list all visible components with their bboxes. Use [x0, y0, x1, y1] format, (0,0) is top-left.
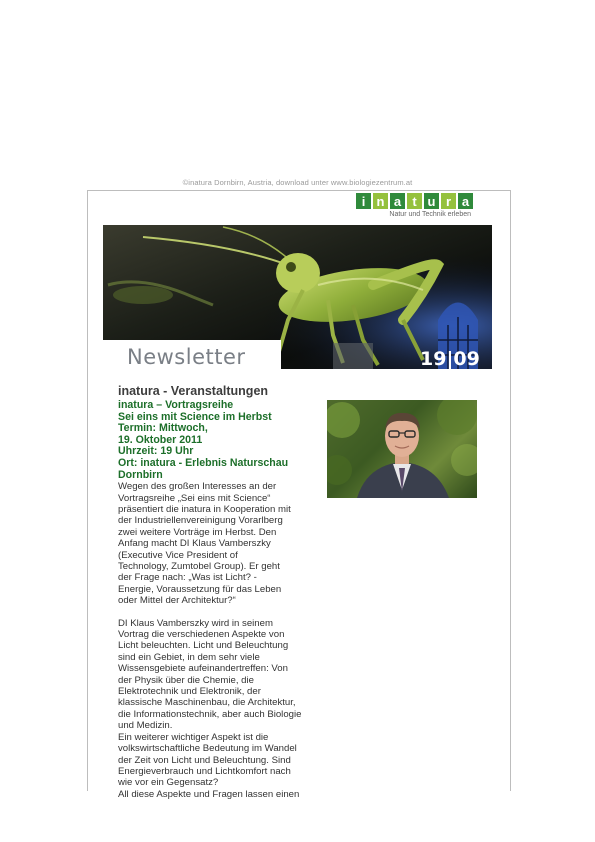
article-paragraph-2 [118, 618, 313, 801]
text-line: und Medizin. [118, 720, 173, 732]
event-details [118, 400, 313, 481]
speaker-portrait-photo [327, 400, 477, 498]
text-line: Vortragsreihe „Sei eins mit Science“ [118, 492, 271, 504]
text-line: Technology, Zumtobel Group). Er geht [118, 561, 280, 572]
portrait-illustration [327, 400, 477, 498]
event-location-city: Dornbirn [118, 468, 163, 481]
event-date-label: Termin: Mittwoch, [118, 422, 208, 435]
event-series: inatura – Vortragsreihe [118, 399, 234, 411]
text-line: sind ein Gebiet, in dem sehr viele [118, 651, 260, 663]
text-line: Vortrag die verschiedenen Aspekte von [118, 629, 285, 641]
event-title: Sei eins mit Science im Herbst [118, 410, 272, 423]
newsletter-title: Newsletter [127, 345, 246, 369]
logo-letter: r [441, 193, 456, 209]
event-time: Uhrzeit: 19 Uhr [118, 445, 194, 458]
logo-letter: n [373, 193, 388, 209]
text-line: der Industriellenvereinigung Vorarlberg [118, 515, 283, 527]
logo-letter: u [424, 193, 439, 209]
text-line: präsentiert die inatura in Kooperation mit [118, 503, 291, 515]
text-line: die Informationstechnik, aber auch Biologie [118, 708, 302, 720]
text-line: Elektrotechnik und Elektronik, der [118, 686, 261, 698]
logo-letters [356, 193, 473, 209]
section-heading: inatura - Veranstaltungen [118, 384, 269, 398]
text-line: der Frage nach: „Was ist Licht? - [118, 572, 257, 584]
logo-letter: t [407, 193, 422, 209]
logo-letter: a [390, 193, 405, 209]
text-line: oder Mittel der Architektur?“ [118, 595, 236, 607]
inatura-logo [356, 193, 473, 218]
copyright-notice: ©inatura Dornbirn, Austria, download unter www.biologiezentrum.at [182, 178, 413, 187]
logo-letter: i [356, 193, 371, 209]
logo-letter: a [458, 193, 473, 209]
text-line: All diese Aspekte und Fragen lassen einen [118, 788, 300, 800]
event-date: 19. Oktober 2011 [118, 433, 203, 446]
text-line: Wissensgebiete aufeinandertreffen: Von [118, 663, 288, 675]
text-line: der Zeit von Licht und Beleuchtung. Sind [118, 754, 291, 766]
text-line: klassische Maschinenbau, die Architektur, [118, 697, 296, 709]
text-line: Energie, Voraussetzung für das Leben [118, 583, 282, 595]
text-line: Ein weiterer wichtiger Aspekt ist die [118, 731, 269, 743]
text-line: Licht beleuchten. Licht und Beleuchtung [118, 640, 289, 652]
text-line: DI Klaus Vamberszky wird in seinem [118, 617, 273, 629]
text-line: wie vor ein Gegensatz? [118, 777, 219, 789]
text-line: Energieverbrauch und Lichtkomfort nach [118, 765, 291, 777]
text-line: zwei weitere Vorträge im Herbst. Den [118, 526, 277, 538]
article-paragraph-1 [118, 481, 313, 606]
paragraph-spacer [118, 607, 313, 618]
text-line: Wegen des großen Interesses an der [118, 481, 277, 493]
text-line: Anfang macht DI Klaus Vamberszky [118, 538, 271, 550]
text-line: volkswirtschaftliche Bedeutung im Wandel [118, 743, 297, 755]
logo-tagline: Natur und Technik erleben [389, 211, 471, 218]
event-location: Ort: inatura - Erlebnis Naturschau [118, 456, 289, 469]
article-column [118, 384, 313, 800]
text-line: der Physik über die Chemie, die [118, 674, 254, 686]
text-line: (Executive Vice President of [118, 549, 238, 561]
issue-number: 19|09 [420, 348, 480, 370]
